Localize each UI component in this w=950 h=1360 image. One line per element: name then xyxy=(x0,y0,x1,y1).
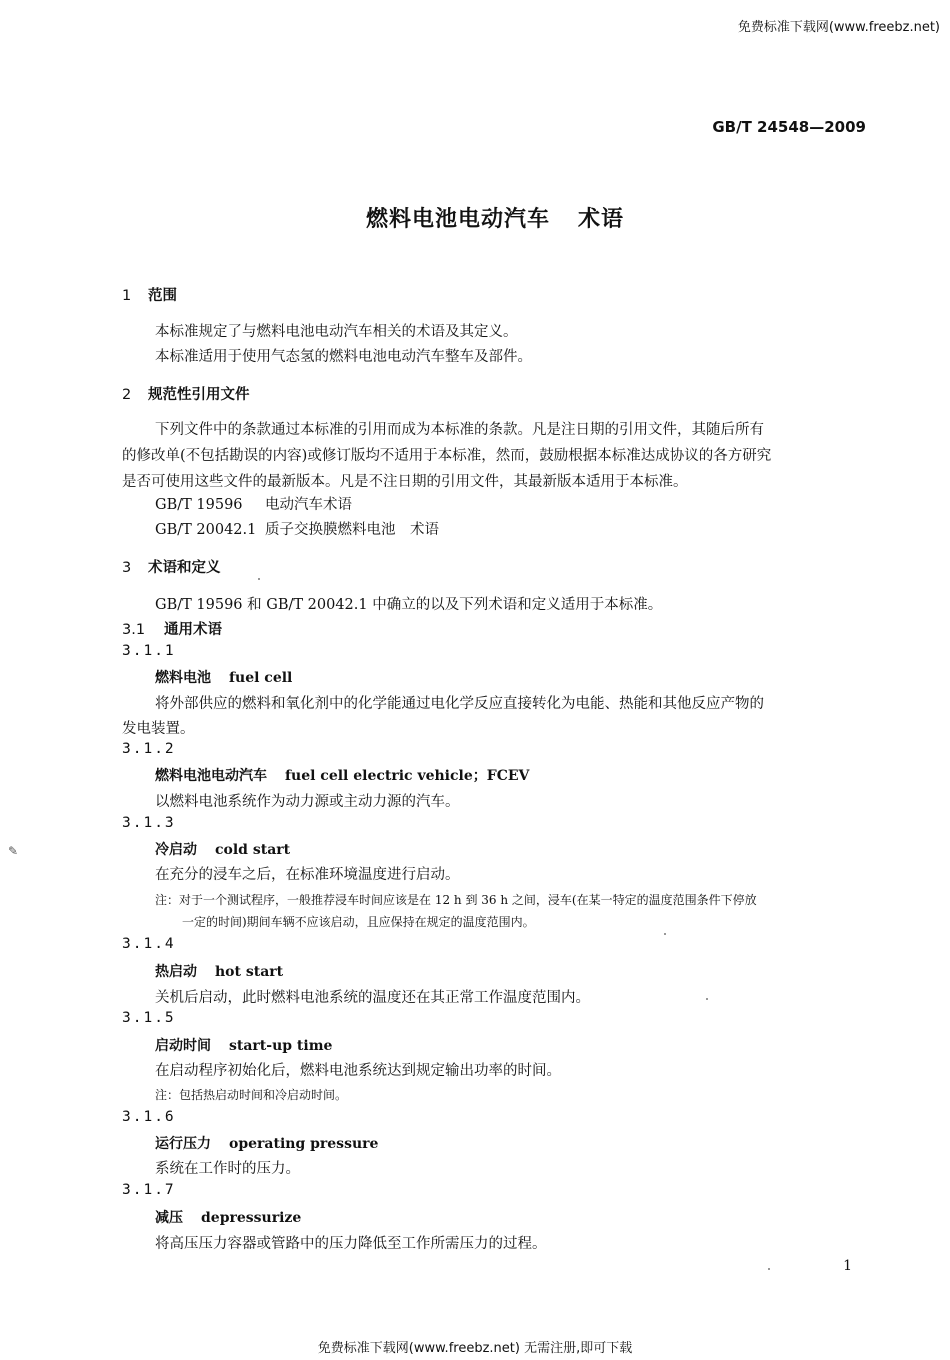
term-english: operating pressure xyxy=(229,1136,379,1152)
term-number: 3.1.1 xyxy=(122,643,176,659)
term-chinese: 热启动 xyxy=(155,964,197,980)
reference-item xyxy=(155,518,439,539)
term-number: 3.1.4 xyxy=(122,936,176,952)
term-note: 一定的时间)期间车辆不应该启动，且应保持在规定的温度范围内。 xyxy=(182,915,535,929)
paragraph: 本标准规定了与燃料电池电动汽车相关的术语及其定义。 xyxy=(155,324,518,340)
term-definition: 发电装置。 xyxy=(122,721,195,737)
term-english: fuel cell electric vehicle；FCEV xyxy=(285,768,530,784)
header-site-text: 免费标准下载网(www.freebz.net) xyxy=(737,20,940,35)
reference-title: 电动汽车术语 xyxy=(265,497,352,513)
reference-item xyxy=(155,493,352,514)
term-definition: 关机后启动，此时燃料电池系统的温度还在其正常工作温度范围内。 xyxy=(155,990,590,1006)
term-number: 3.1.5 xyxy=(122,1010,176,1026)
subsection-number: 3.1 xyxy=(122,622,146,638)
section-title: 规范性引用文件 xyxy=(148,387,250,403)
scan-speck xyxy=(258,578,260,580)
paragraph: GB/T 19596 和 GB/T 20042.1 中确立的以及下列术语和定义适用于本标准。 xyxy=(155,597,663,613)
term-definition: 在充分的浸车之后，在标准环境温度进行启动。 xyxy=(155,867,460,883)
term-heading xyxy=(155,1207,301,1227)
reference-code: GB/T 19596 xyxy=(155,497,243,513)
term-heading xyxy=(155,1035,332,1055)
term-definition: 以燃料电池系统作为动力源或主动力源的汽车。 xyxy=(155,794,460,810)
document-title xyxy=(0,202,950,233)
term-number: 3.1.2 xyxy=(122,741,176,757)
scan-speck xyxy=(706,998,708,1000)
term-chinese: 运行压力 xyxy=(155,1136,211,1152)
scan-mark-icon: ✎ xyxy=(8,844,19,858)
reference-title: 质子交换膜燃料电池 术语 xyxy=(265,522,439,538)
term-chinese: 启动时间 xyxy=(155,1038,211,1054)
term-chinese: 燃料电池 xyxy=(155,670,211,686)
term-note: 注：对于一个测试程序，一般推荐浸车时间应该是在 12 h 到 36 h 之间，浸车(在某一特定的温度范围条件下停放 xyxy=(155,893,757,907)
section-number: 3 xyxy=(122,560,132,576)
term-heading xyxy=(155,1133,378,1153)
term-english: hot start xyxy=(215,964,284,980)
section-title: 术语和定义 xyxy=(148,560,221,576)
term-note: 注：包括热启动时间和冷启动时间。 xyxy=(155,1088,348,1102)
paragraph-line: 下列文件中的条款通过本标准的引用而成为本标准的条款。凡是注日期的引用文件，其随后所有 xyxy=(155,422,764,438)
scan-speck xyxy=(768,1268,770,1270)
term-english: start-up time xyxy=(229,1038,333,1054)
term-heading xyxy=(155,961,283,981)
term-chinese: 燃料电池电动汽车 xyxy=(155,768,267,784)
term-definition: 将外部供应的燃料和氧化剂中的化学能通过电化学反应直接转化为电能、热能和其他反应产物的 xyxy=(155,696,764,712)
scan-speck xyxy=(664,933,666,935)
term-definition: 在启动程序初始化后，燃料电池系统达到规定输出功率的时间。 xyxy=(155,1063,561,1079)
paragraph: 本标准适用于使用气态氢的燃料电池电动汽车整车及部件。 xyxy=(155,349,532,365)
term-english: depressurize xyxy=(201,1210,302,1226)
term-english: fuel cell xyxy=(229,670,293,686)
term-heading xyxy=(155,765,529,785)
title-main: 燃料电池电动汽车 xyxy=(365,207,550,232)
section-title: 范围 xyxy=(148,288,177,304)
reference-code: GB/T 20042.1 xyxy=(155,522,257,538)
section-1-heading xyxy=(122,284,177,305)
term-heading xyxy=(155,839,290,859)
paragraph-line: 是否可使用这些文件的最新版本。凡是不注日期的引用文件，其最新版本适用于本标准。 xyxy=(122,474,688,490)
page-number: 1 xyxy=(843,1258,852,1274)
term-english: cold start xyxy=(215,842,291,858)
section-number: 1 xyxy=(122,288,132,304)
section-number: 2 xyxy=(122,387,132,403)
standard-code: GB/T 24548—2009 xyxy=(712,118,866,136)
term-definition: 系统在工作时的压力。 xyxy=(155,1161,300,1177)
term-heading xyxy=(155,667,292,687)
term-number: 3.1.3 xyxy=(122,815,176,831)
footer-text: 免费标准下载网(www.freebz.net) 无需注册,即可下载 xyxy=(317,1341,633,1356)
subsection-heading xyxy=(122,618,222,639)
term-definition: 将高压压力容器或管路中的压力降低至工作所需压力的过程。 xyxy=(155,1236,547,1252)
paragraph-line: 的修改单(不包括勘误的内容)或修订版均不适用于本标准，然而，鼓励根据本标准达成协议的各方研究 xyxy=(122,448,772,464)
section-2-heading xyxy=(122,383,250,404)
term-number: 3.1.6 xyxy=(122,1109,176,1125)
section-3-heading xyxy=(122,556,221,577)
subsection-title: 通用术语 xyxy=(164,622,222,638)
term-chinese: 减压 xyxy=(155,1210,183,1226)
title-sub: 术语 xyxy=(578,207,625,232)
term-number: 3.1.7 xyxy=(122,1182,176,1198)
term-chinese: 冷启动 xyxy=(155,842,197,858)
